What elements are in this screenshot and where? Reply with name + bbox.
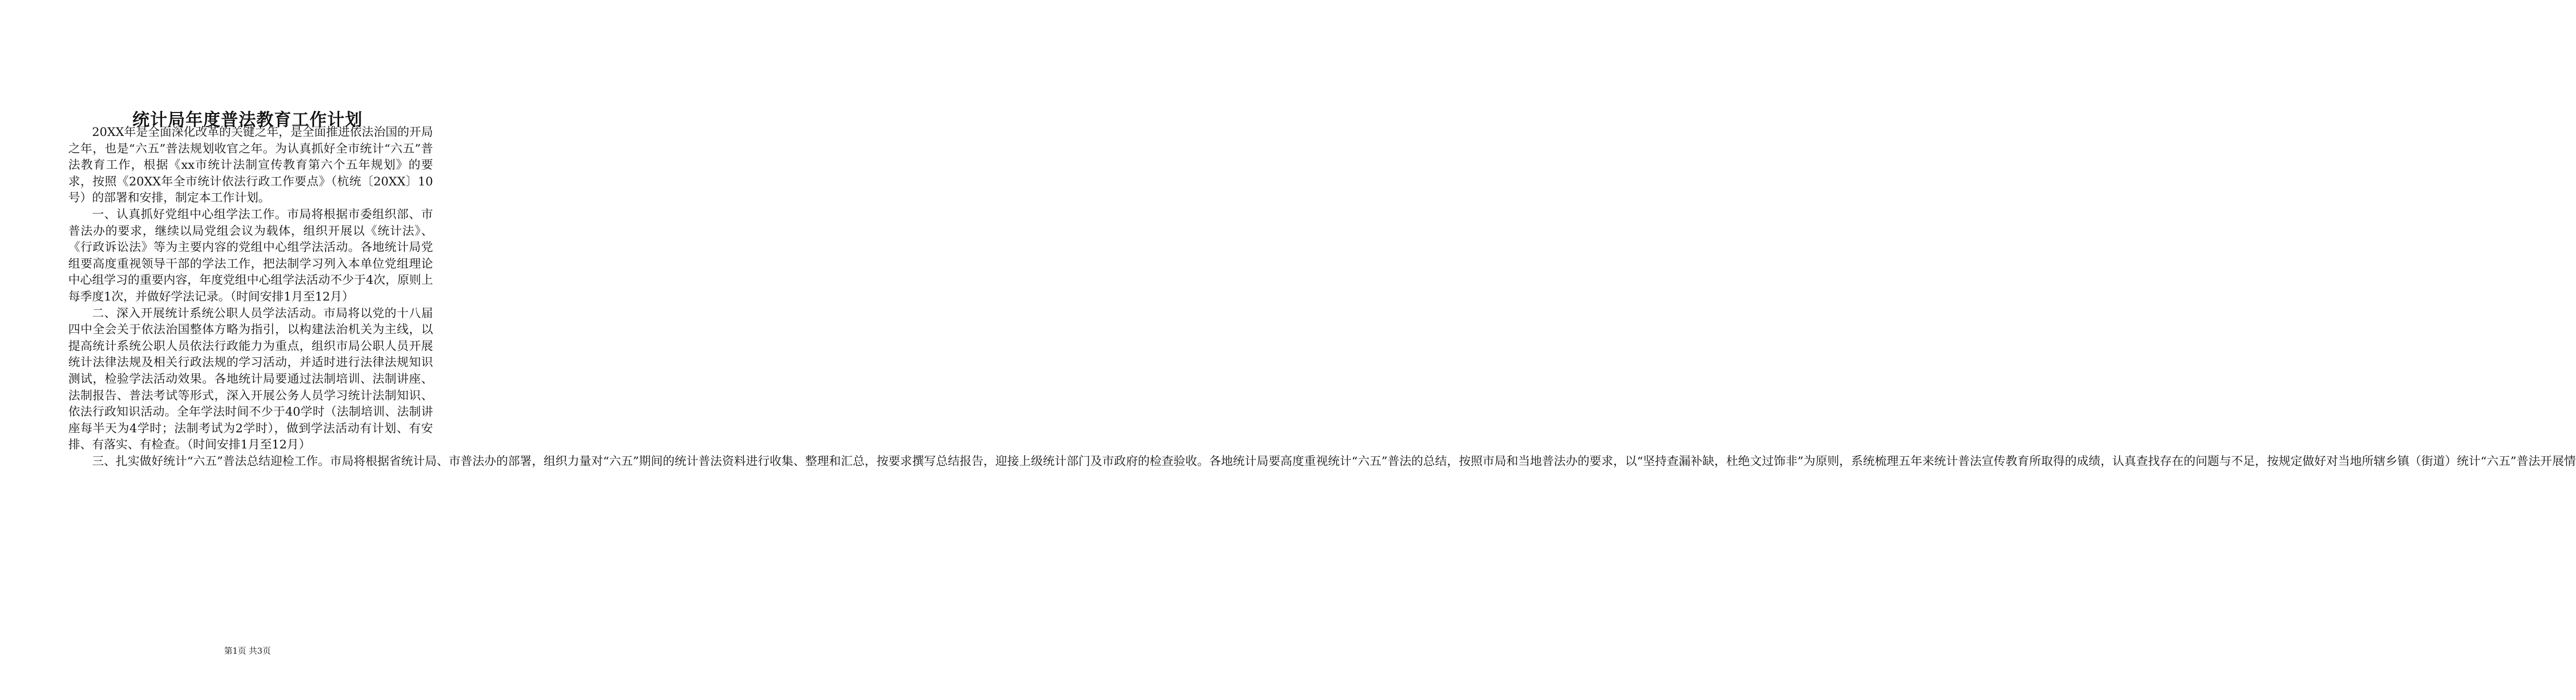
intro-paragraph: 20XX年是全面深化改革的关键之年，是全面推进依法治国的开局之年，也是“六五”普法规划收官之年。为认真抓好全市统计“六五”普法教育工作，根据《xx市统计法制宣传教育第六个五年规划》的要求，按照《20XX年全市统计依法行政工作要点》（杭统〔20XX〕10号）的部署和安排，制定本工作计划。 [68,126,433,205]
section-three-paragraph: 三、扎实做好统计“六五”普法总结迎检工作。市局将根据省统计局、市普法办的部署，组织力量对“六五”期间的统计普法资料进行收集、整理和汇总，按要求撰写总结报告，迎接上级统计部门及市政府的检查验收。各地统计局要高度重视统计“六五”普法的总结，按照市局和当地普法办的要求，以“坚持查漏补缺，杜绝文过饰非”为原则，系统梳理五年来统计普法宣传教育所取得的成绩，认真查找存在的问题与不足，按规定做好对当地所辖乡镇（街道）统计“六五”普法开展情 [92,454,2576,468]
page-footer: 第1页 共3页 [224,646,271,656]
document-title: 统计局年度普法教育工作计划 [132,109,363,130]
section-two-paragraph: 二、深入开展统计系统公职人员学法活动。市局将以党的十八届四中全会关于依法治国整体方略为指引，以构建法治机关为主线，以提高统计系统公职人员依法行政能力为重点，组织市局公职人员开展统计法律法规及相关行政法规的学习活动，并适时进行法律法规知识测试，检验学法活动效果。各地统计局要通过法制培训、法制讲座、法制报告、普法考试等形式，深入开展公务人员学习统计法制知识、依法行政知识活动。全年学法时间不少于40学时（法制培训、法制讲座每半天为4学时；法制考试为2学时），做到学法活动有计划、有安排、有落实、有检查。（时间安排1月至12月） [68,306,433,452]
section-one-paragraph: 一、认真抓好党组中心组学法工作。市局将根据市委组织部、市普法办的要求，继续以局党组会议为载体，组织开展以《统计法》、《行政诉讼法》等为主要内容的党组中心组学法活动。各地统计局党组要高度重视领导干部的学法工作，把法制学习列入本单位党组理论中心组学习的重要内容，年度党组中心组学法活动不少于4次，原则上每季度1次，并做好学法记录。（时间安排1月至12月） [68,207,433,304]
document-body [68,124,2576,470]
